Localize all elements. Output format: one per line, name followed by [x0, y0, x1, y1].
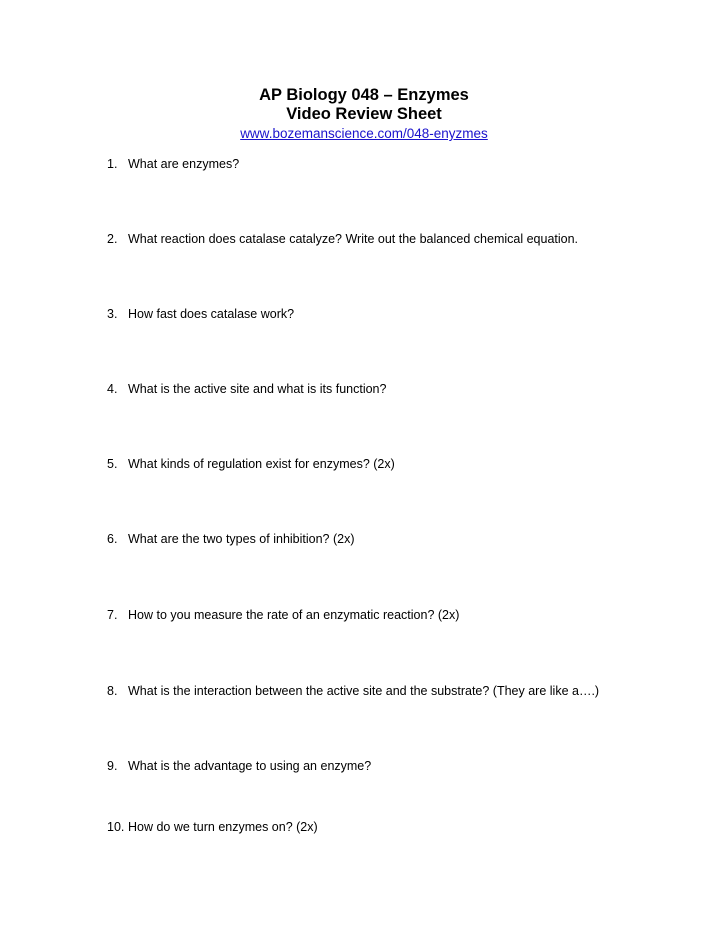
question-number: 6.: [107, 532, 118, 546]
question-text: How do we turn enzymes on? (2x): [128, 820, 318, 834]
page-title: AP Biology 048 – Enzymes: [259, 86, 469, 104]
question-text: What is the advantage to using an enzyme?: [128, 759, 372, 773]
question-number: 2.: [107, 232, 118, 246]
question-number: 8.: [107, 684, 118, 698]
question-item: [107, 382, 386, 397]
question-number: 1.: [107, 157, 118, 171]
question-item: [107, 307, 294, 322]
question-item: [107, 532, 355, 547]
question-item: [107, 232, 578, 247]
question-item: [107, 820, 318, 835]
question-item: [107, 608, 459, 623]
question-item: [107, 157, 239, 172]
question-text: What is the interaction between the active site and the substrate? (They are like a….): [128, 684, 600, 698]
question-number: 5.: [107, 457, 118, 471]
question-item: [107, 457, 395, 472]
question-text: What reaction does catalase catalyze? Write out the balanced chemical equation.: [128, 232, 579, 246]
question-text: What are the two types of inhibition? (2x): [128, 532, 355, 546]
question-item: [107, 684, 599, 699]
question-text: What are enzymes?: [128, 157, 240, 171]
question-number: 3.: [107, 307, 118, 321]
question-text: What is the active site and what is its function?: [128, 382, 387, 396]
page-subtitle: Video Review Sheet: [286, 105, 442, 123]
question-text: How fast does catalase work?: [128, 307, 295, 321]
question-text: How to you measure the rate of an enzymatic reaction? (2x): [128, 608, 460, 622]
bozemanscience-link[interactable]: www.bozemanscience.com/048-enyzmes: [240, 126, 488, 141]
question-text: What kinds of regulation exist for enzymes? (2x): [128, 457, 395, 471]
question-number: 10.: [107, 820, 125, 834]
question-number: 4.: [107, 382, 118, 396]
question-number: 7.: [107, 608, 118, 622]
question-item: [107, 759, 371, 774]
question-number: 9.: [107, 759, 118, 773]
